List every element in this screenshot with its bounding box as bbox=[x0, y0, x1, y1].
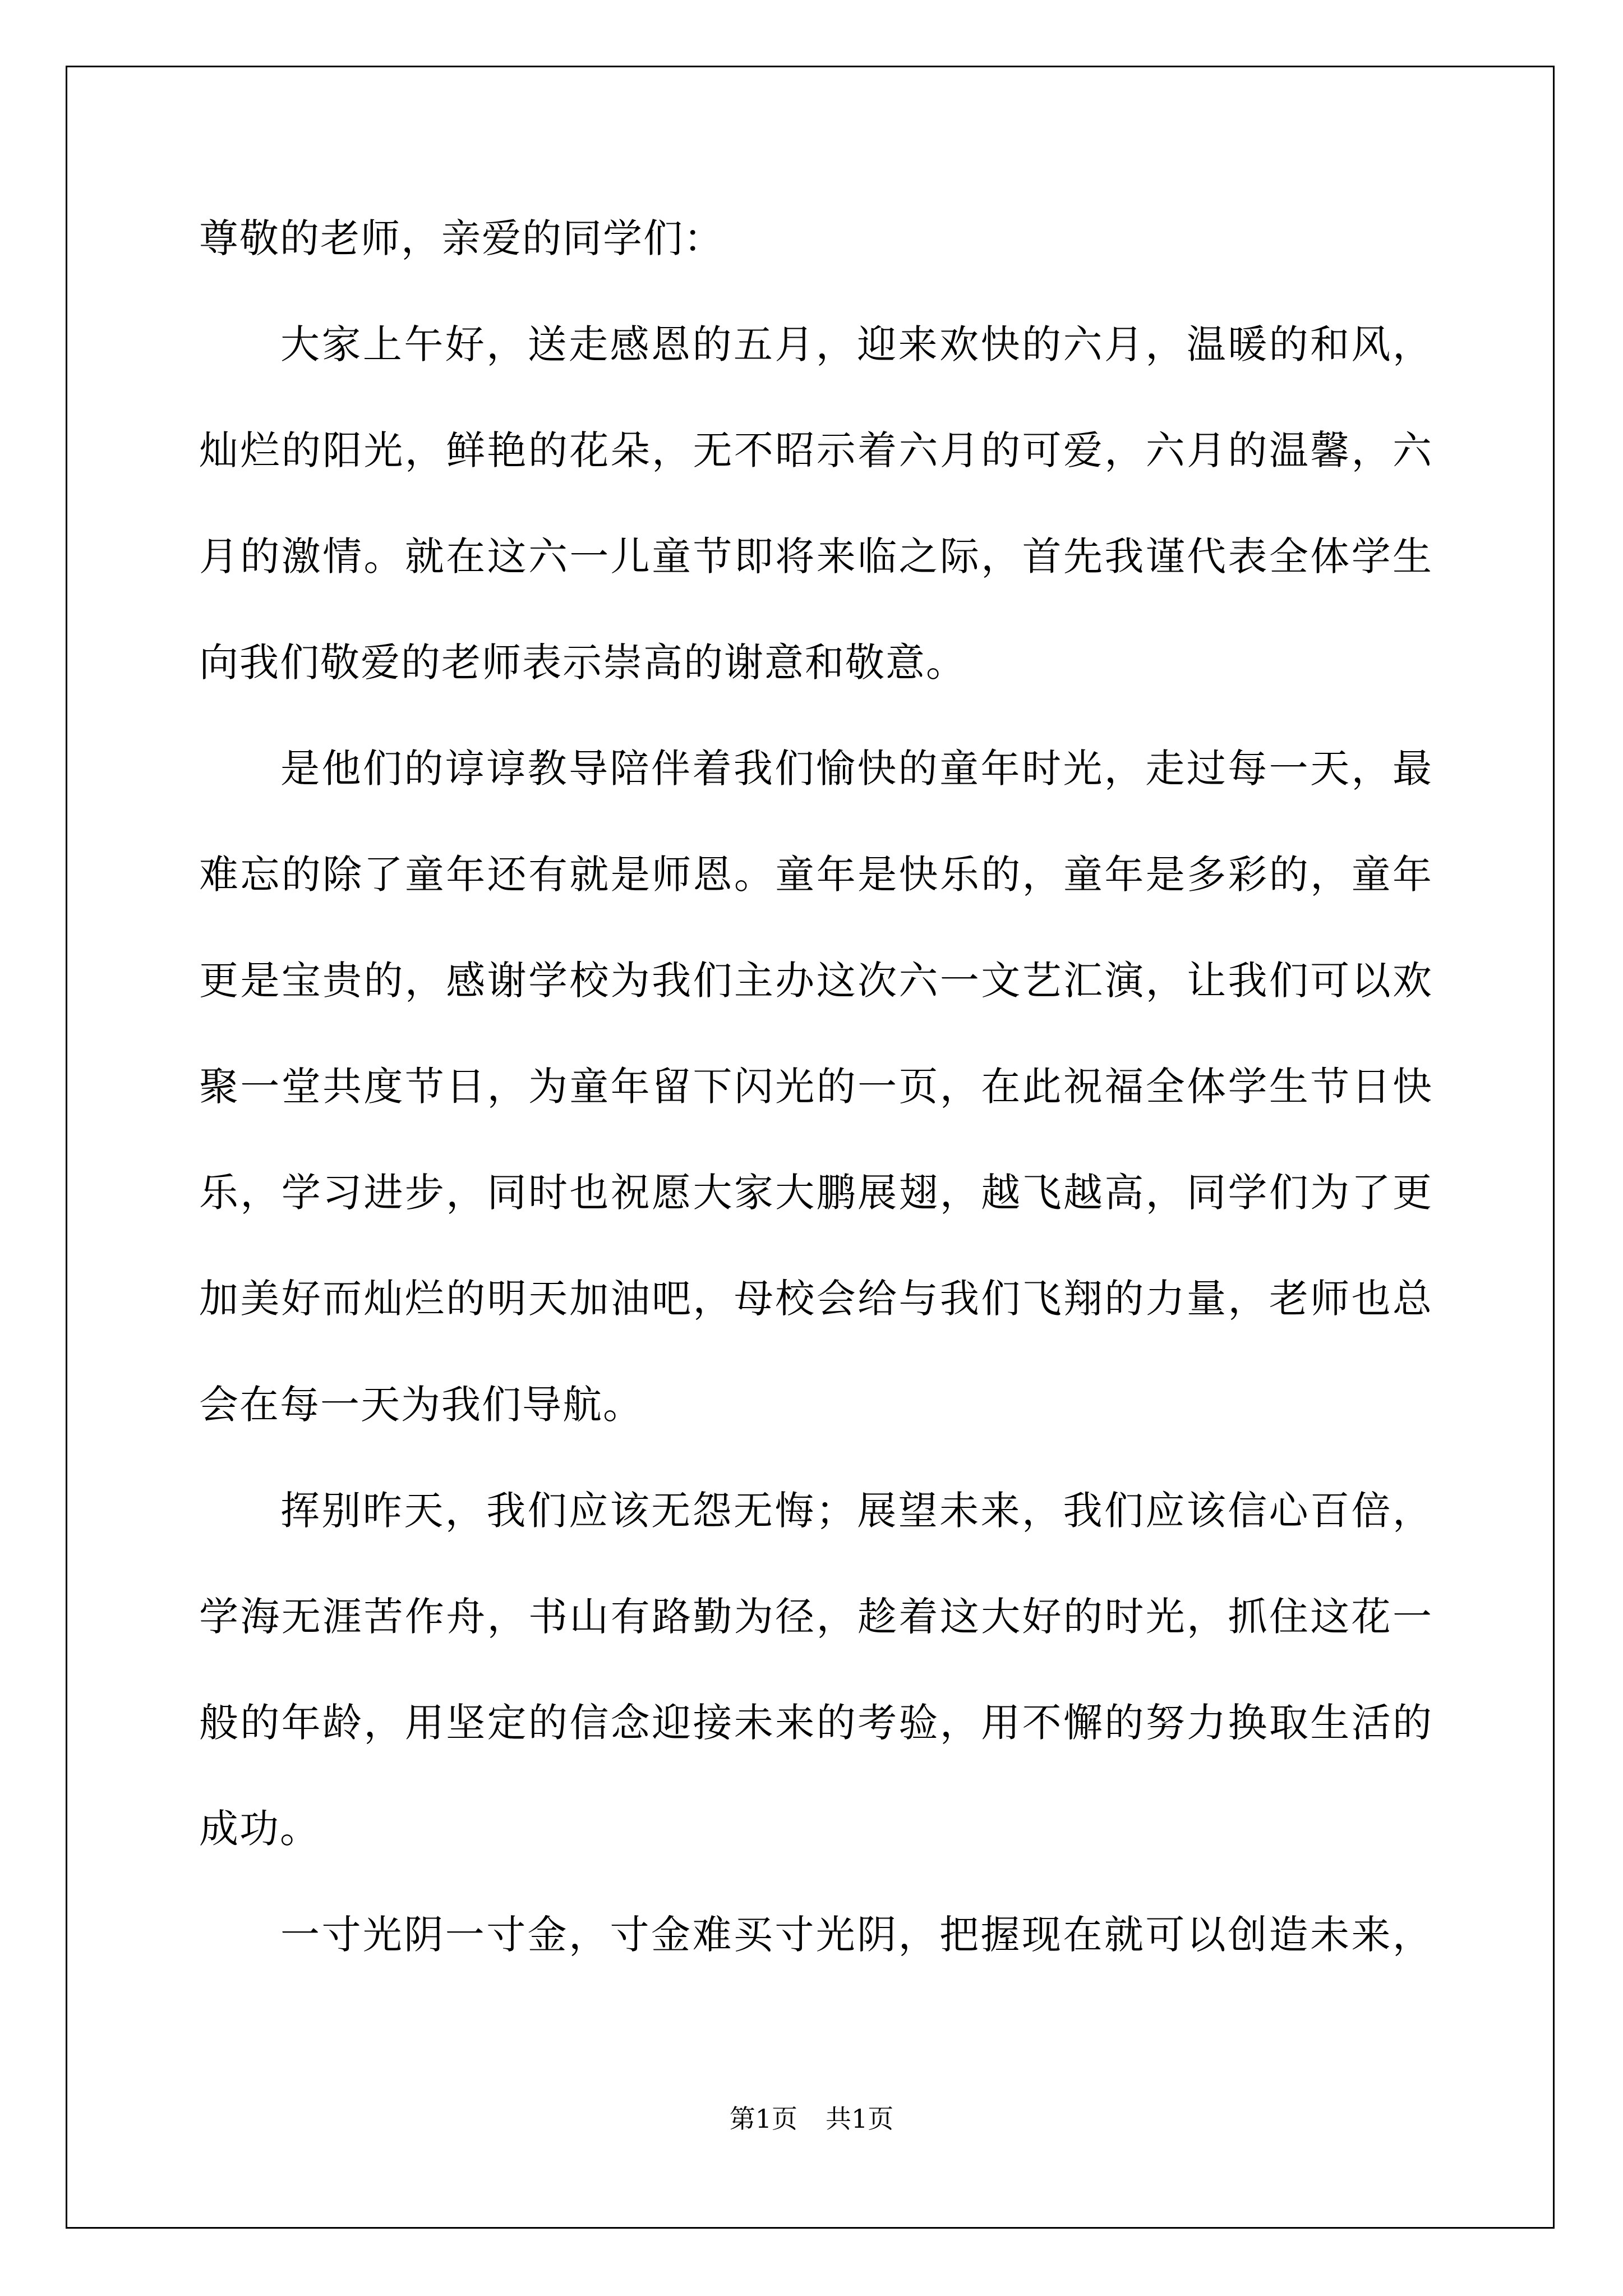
document-body bbox=[199, 215, 1433, 2021]
text-line-9: 聚一堂共度节日，为童年留下闪光的一页，在此祝福全体学生节日快 bbox=[199, 1064, 1433, 1110]
text-line-12: 会在每一天为我们导航。 bbox=[199, 1382, 643, 1428]
text-line-17: 一寸光阴一寸金，寸金难买寸光阴，把握现在就可以创造未来， bbox=[280, 1912, 1433, 1958]
text-line-13: 挥别昨天，我们应该无怨无悔；展望未来，我们应该信心百倍， bbox=[280, 1488, 1433, 1534]
text-line-5: 向我们敬爱的老师表示崇高的谢意和敬意。 bbox=[199, 639, 966, 685]
text-line-15: 般的年龄，用坚定的信念迎接未来的考验，用不懈的努力换取生活的 bbox=[199, 1700, 1433, 1746]
page-footer bbox=[0, 2105, 1623, 2133]
text-line-10: 乐，学习进步，同时也祝愿大家大鹏展翅，越飞越高，同学们为了更 bbox=[199, 1170, 1433, 1216]
text-line-6: 是他们的谆谆教导陪伴着我们愉快的童年时光，走过每一天，最 bbox=[280, 746, 1433, 792]
text-line-8: 更是宝贵的，感谢学校为我们主办这次六一文艺汇演，让我们可以欢 bbox=[199, 958, 1433, 1004]
text-line-4: 月的激情。就在这六一儿童节即将来临之际，首先我谨代表全体学生 bbox=[199, 533, 1433, 579]
page-number-current: 第1页 bbox=[729, 2104, 797, 2134]
text-line-2: 大家上午好，送走感恩的五月，迎来欢快的六月，温暖的和风， bbox=[280, 321, 1433, 367]
text-line-16: 成功。 bbox=[199, 1806, 320, 1852]
text-line-7: 难忘的除了童年还有就是师恩。童年是快乐的，童年是多彩的，童年 bbox=[199, 852, 1433, 898]
page-number-total: 共1页 bbox=[826, 2104, 894, 2134]
text-line-14: 学海无涯苦作舟，书山有路勤为径，趁着这大好的时光，抓住这花一 bbox=[199, 1594, 1433, 1640]
text-line-1: 尊敬的老师，亲爱的同学们： bbox=[199, 215, 724, 261]
text-line-11: 加美好而灿烂的明天加油吧，母校会给与我们飞翔的力量，老师也总 bbox=[199, 1276, 1433, 1322]
text-line-3: 灿烂的阳光，鲜艳的花朵，无不昭示着六月的可爱，六月的温馨，六 bbox=[199, 427, 1433, 473]
